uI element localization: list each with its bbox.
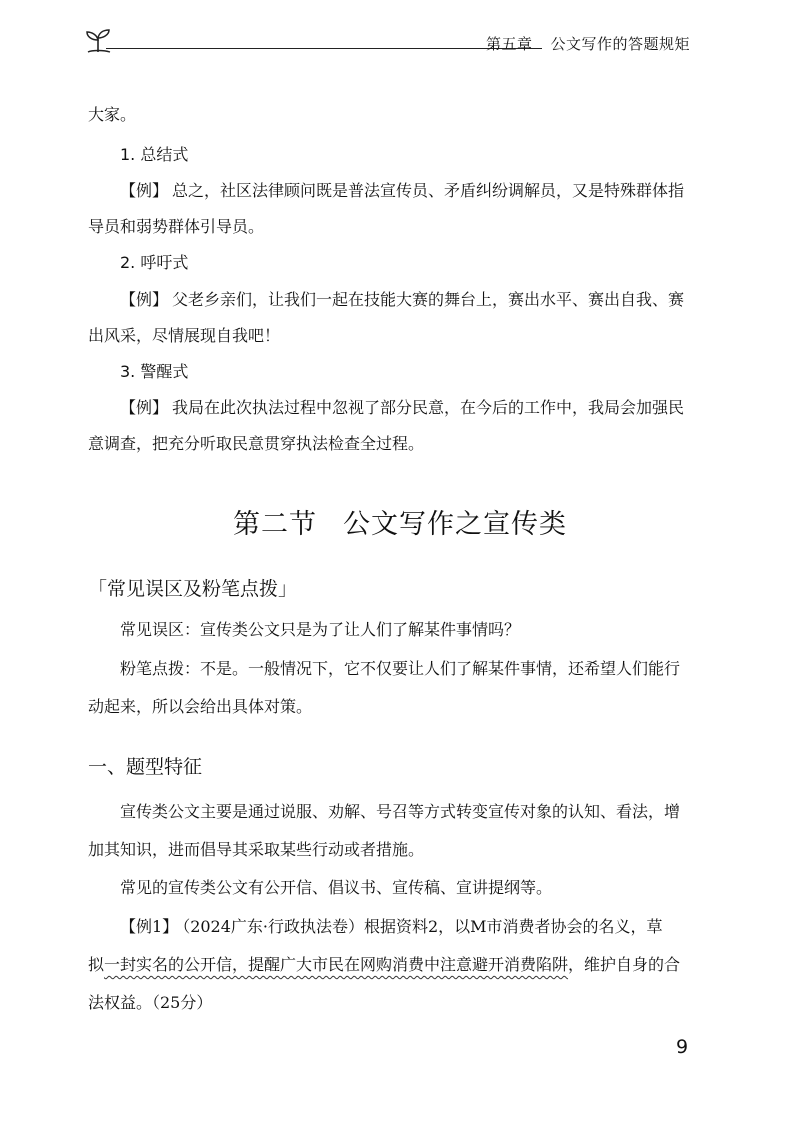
example-1-line xyxy=(88,947,698,983)
page-number: 9 xyxy=(676,1036,689,1058)
example-text: 父老乡亲们，让我们一起在技能大赛的舞台上，赛出水平、赛出自我、赛 xyxy=(172,290,685,309)
chapter-title: 公文写作的答题规矩 xyxy=(550,35,690,53)
intro-tail: 大家。 xyxy=(88,105,137,124)
header-rule xyxy=(106,48,542,49)
example-1-line xyxy=(120,909,698,945)
example-text: 总之，社区法律顾问既是普法宣传员、矛盾纠纷调解员，又是特殊群体指 xyxy=(172,181,685,200)
example-text: 拟 xyxy=(88,955,105,974)
example-text: 我局在此次执法过程中忽视了部分民意，在今后的工作中，我局会加强民 xyxy=(172,398,685,417)
example-tag: 【例】 xyxy=(120,181,169,200)
example-line xyxy=(120,282,698,318)
example-line: 出风采，尽情展现自我吧！ xyxy=(88,326,281,345)
chapter-number: 第五章 xyxy=(485,35,533,53)
guidance-line: 粉笔点拨：不是。一般情况下，它不仅要让人们了解某件事情，还希望人们能行 xyxy=(120,659,681,678)
tips-heading: 「常见误区及粉笔点拨」 xyxy=(88,578,298,600)
section-name: 公文写作之宣传类 xyxy=(343,509,567,540)
paragraph-line: 常见的宣传类公文有公开信、倡议书、宣传稿、宣讲提纲等。 xyxy=(120,878,553,897)
header-title xyxy=(486,33,690,54)
paragraph-line: 宣传类公文主要是通过说服、劝解、号召等方式转变宣传对象的认知、看法，增 xyxy=(120,802,681,821)
example-line: 导员和弱势群体引导员。 xyxy=(88,217,265,236)
section-number: 第二节 xyxy=(233,509,317,540)
example-line xyxy=(120,390,698,426)
subsection-heading: 一、题型特征 xyxy=(88,756,203,778)
example-text: （2024广东·行政执法卷）根据资料2，以M市消费者协会的名义，草 xyxy=(182,917,663,936)
example-1-line: 法权益。（25分） xyxy=(88,993,213,1012)
item-heading-2: 2. 呼吁式 xyxy=(120,253,189,272)
example-tag: 【例1】 xyxy=(120,917,179,936)
running-header xyxy=(84,26,690,60)
item-heading-1: 1. 总结式 xyxy=(120,145,189,164)
section-title xyxy=(0,502,800,541)
sprout-icon xyxy=(84,28,112,54)
wavy-underlined-text: 一封实名的公开信，提醒广大市民在网购消费中注意避开消费陷阱 xyxy=(104,955,569,974)
example-text: ，维护自身的合 xyxy=(568,955,681,974)
guidance-line: 动起来，所以会给出具体对策。 xyxy=(88,697,313,716)
item-heading-3: 3. 警醒式 xyxy=(120,362,189,381)
misconception-line: 常见误区：宣传类公文只是为了让人们了解某件事情吗？ xyxy=(120,620,521,639)
example-tag: 【例】 xyxy=(120,290,169,309)
example-line: 意调查，把充分听取民意贯穿执法检查全过程。 xyxy=(88,434,425,453)
example-tag: 【例】 xyxy=(120,398,169,417)
paragraph-line: 加其知识，进而倡导其采取某些行动或者措施。 xyxy=(88,840,425,859)
example-line xyxy=(120,173,698,209)
